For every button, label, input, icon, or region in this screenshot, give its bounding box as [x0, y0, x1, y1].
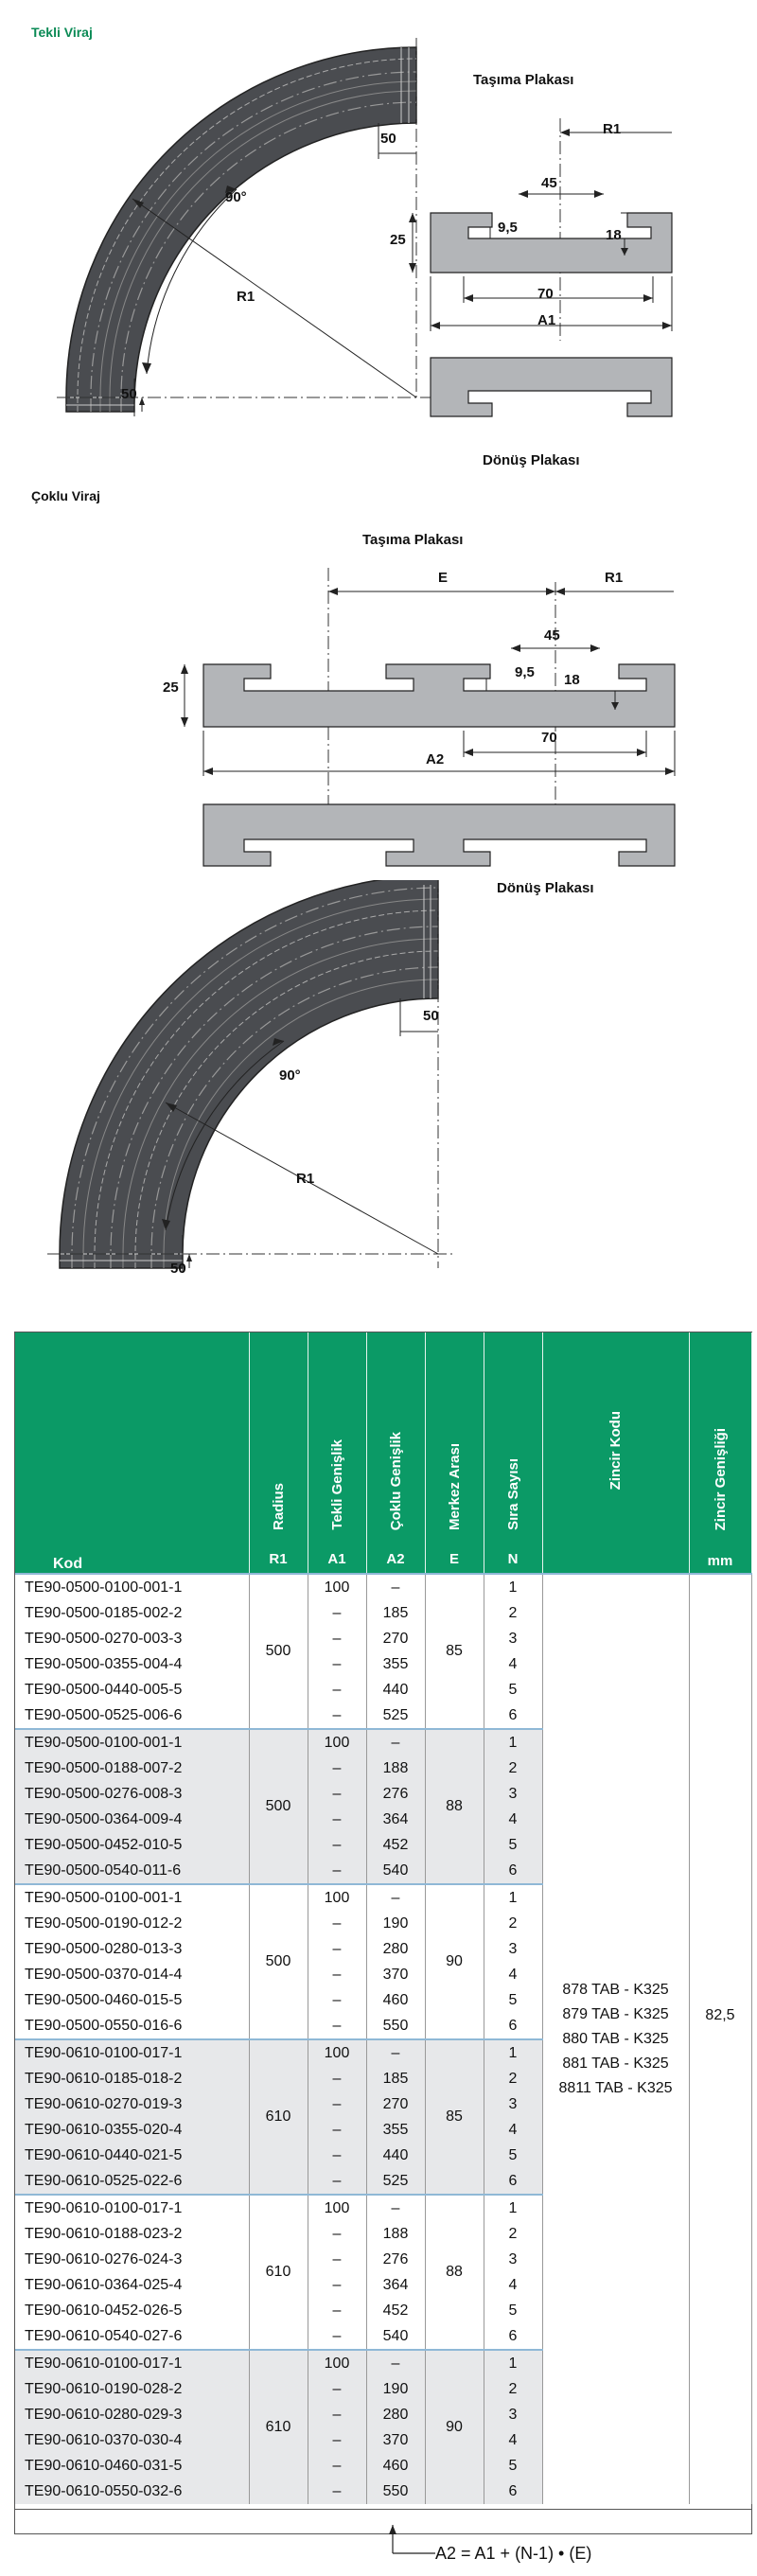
col-rows: Sıra Sayısı [484, 1332, 542, 1548]
cell-n: 5 [484, 1987, 542, 2013]
cell-a1: – [308, 1703, 366, 1729]
cell-n: 2 [484, 2066, 542, 2091]
cell-n: 4 [484, 2427, 542, 2453]
cell-n: 3 [484, 2402, 542, 2427]
cell-a2: 370 [366, 1962, 425, 1987]
col-radius: Radius [249, 1332, 308, 1548]
cell-a1: – [308, 1936, 366, 1962]
cell-a1: – [308, 2453, 366, 2479]
cell-a2: 460 [366, 2453, 425, 2479]
cell-a2: 270 [366, 1626, 425, 1651]
cell-a1: – [308, 2298, 366, 2323]
single-end-top-dim: 50 [380, 131, 396, 147]
cell-code: TE90-0500-0276-008-3 [15, 1781, 249, 1807]
cell-a1: – [308, 2117, 366, 2143]
cell-chain-width: 82,5 [689, 1574, 751, 2504]
col-single-width: Tekli Genişlik [308, 1332, 366, 1548]
cell-a2: 525 [366, 2168, 425, 2195]
cell-n: 4 [484, 1651, 542, 1677]
cell-a2: 452 [366, 1832, 425, 1858]
cell-a2: 190 [366, 1911, 425, 1936]
cell-n: 6 [484, 1858, 542, 1884]
formula-arrow-icon [383, 2525, 440, 2563]
multi-a2-label: A2 [426, 751, 445, 768]
cell-n: 6 [484, 2168, 542, 2195]
table-row [15, 1574, 751, 1600]
cell-code: TE90-0610-0540-027-6 [15, 2323, 249, 2350]
cell-code: TE90-0610-0188-023-2 [15, 2221, 249, 2247]
single-curve-title: Tekli Viraj [31, 25, 93, 40]
cell-r1: 500 [249, 1884, 308, 2039]
cell-n: 1 [484, 1729, 542, 1756]
cell-a2: 550 [366, 2013, 425, 2039]
cell-a2: – [366, 2195, 425, 2221]
cell-n: 1 [484, 2195, 542, 2221]
cell-a2: 280 [366, 2402, 425, 2427]
single-plate-70: 70 [537, 286, 554, 302]
cell-a2: 540 [366, 2323, 425, 2350]
cell-a1: – [308, 1756, 366, 1781]
cell-n: 2 [484, 2376, 542, 2402]
multi-plate-drawing [0, 558, 757, 890]
cell-code: TE90-0500-0100-001-1 [15, 1729, 249, 1756]
cell-a1: – [308, 2143, 366, 2168]
cell-n: 4 [484, 2117, 542, 2143]
cell-a2: 364 [366, 1807, 425, 1832]
cell-r1: 500 [249, 1729, 308, 1884]
cell-a2: 355 [366, 1651, 425, 1677]
cell-n: 5 [484, 1677, 542, 1703]
cell-code: TE90-0500-0550-016-6 [15, 2013, 249, 2039]
cell-a1: – [308, 2427, 366, 2453]
cell-a1: – [308, 2168, 366, 2195]
col-center: Merkez Arası [425, 1332, 484, 1548]
cell-a1: – [308, 1911, 366, 1936]
multi-curve-drawing [0, 880, 757, 1287]
multi-return-plate-label: Dönüş Plakası [497, 880, 594, 896]
cell-a2: 460 [366, 1987, 425, 2013]
chain-code-item: 881 TAB - K325 [562, 2056, 669, 2072]
cell-a2: – [366, 2039, 425, 2066]
cell-a1: – [308, 1626, 366, 1651]
abbr-r1: R1 [249, 1548, 308, 1574]
cell-n: 6 [484, 2479, 542, 2504]
cell-a2: 185 [366, 2066, 425, 2091]
cell-code: TE90-0610-0190-028-2 [15, 2376, 249, 2402]
multi-r1-label: R1 [605, 570, 624, 586]
cell-n: 3 [484, 1626, 542, 1651]
multi-radius-label: R1 [296, 1171, 315, 1187]
multi-9-5-label: 9,5 [515, 664, 535, 680]
col-chain-width: Zincir Genişliği [689, 1332, 751, 1548]
cell-code: TE90-0610-0440-021-5 [15, 2143, 249, 2168]
cell-n: 4 [484, 1962, 542, 1987]
cell-e: 85 [425, 2039, 484, 2195]
chain-code-item: 8811 TAB - K325 [558, 2080, 673, 2096]
multi-curve-title: Çoklu Viraj [31, 488, 100, 503]
cell-a2: 550 [366, 2479, 425, 2504]
cell-e: 88 [425, 2195, 484, 2350]
cell-n: 1 [484, 2039, 542, 2066]
cell-a2: – [366, 2350, 425, 2376]
cell-n: 2 [484, 1756, 542, 1781]
cell-code: TE90-0500-0540-011-6 [15, 1858, 249, 1884]
multi-end-bottom-dim: 50 [170, 1261, 186, 1277]
cell-code: TE90-0500-0185-002-2 [15, 1600, 249, 1626]
cell-a1: – [308, 2402, 366, 2427]
cell-code: TE90-0610-0370-030-4 [15, 2427, 249, 2453]
cell-n: 5 [484, 2453, 542, 2479]
cell-code: TE90-0500-0188-007-2 [15, 1756, 249, 1781]
cell-a2: 370 [366, 2427, 425, 2453]
cell-a1: – [308, 1677, 366, 1703]
cell-n: 6 [484, 2323, 542, 2350]
cell-a2: 540 [366, 1858, 425, 1884]
single-end-bottom-dim: 50 [121, 386, 137, 402]
single-angle-label: 90° [225, 189, 247, 205]
cell-n: 5 [484, 1832, 542, 1858]
cell-code: TE90-0610-0185-018-2 [15, 2066, 249, 2091]
cell-n: 4 [484, 2272, 542, 2298]
cell-code: TE90-0500-0100-001-1 [15, 1574, 249, 1600]
cell-e: 88 [425, 1729, 484, 1884]
col-multi-width: Çoklu Genişlik [366, 1332, 425, 1548]
cell-r1: 610 [249, 2350, 308, 2504]
cell-a1: 100 [308, 1884, 366, 1911]
cell-code: TE90-0610-0355-020-4 [15, 2117, 249, 2143]
cell-code: TE90-0610-0276-024-3 [15, 2247, 249, 2272]
cell-code: TE90-0610-0525-022-6 [15, 2168, 249, 2195]
cell-n: 3 [484, 2091, 542, 2117]
cell-a1: 100 [308, 2350, 366, 2376]
cell-a1: – [308, 2323, 366, 2350]
multi-carry-plate-label: Taşıma Plakası [362, 532, 464, 548]
chain-code-item: 880 TAB - K325 [562, 2031, 669, 2047]
col-kod: Kod [15, 1332, 249, 1574]
abbr-a1: A1 [308, 1548, 366, 1574]
cell-n: 3 [484, 2247, 542, 2272]
cell-r1: 610 [249, 2039, 308, 2195]
cell-n: 5 [484, 2143, 542, 2168]
cell-code: TE90-0500-0364-009-4 [15, 1807, 249, 1832]
cell-a1: – [308, 1781, 366, 1807]
chain-code-item: 878 TAB - K325 [562, 1982, 669, 1998]
cell-code: TE90-0500-0100-001-1 [15, 1884, 249, 1911]
cell-a1: – [308, 2376, 366, 2402]
cell-a1: – [308, 2066, 366, 2091]
abbr-mm: mm [689, 1548, 751, 1574]
cell-a1: 100 [308, 1574, 366, 1600]
abbr-a2: A2 [366, 1548, 425, 1574]
cell-code: TE90-0610-0100-017-1 [15, 2195, 249, 2221]
cell-code: TE90-0500-0355-004-4 [15, 1651, 249, 1677]
cell-a2: 185 [366, 1600, 425, 1626]
cell-e: 90 [425, 2350, 484, 2504]
cell-a1: 100 [308, 1729, 366, 1756]
cell-e: 85 [425, 1574, 484, 1729]
single-plate-a1: A1 [537, 312, 556, 328]
multi-18-label: 18 [564, 672, 580, 688]
single-curve-arc [66, 47, 416, 412]
cell-n: 1 [484, 1574, 542, 1600]
formula-text: A2 = A1 + (N-1) • (E) [435, 2544, 592, 2563]
cell-a2: 188 [366, 2221, 425, 2247]
cell-n: 5 [484, 2298, 542, 2323]
cell-a2: 440 [366, 1677, 425, 1703]
single-plate-9-5: 9,5 [498, 220, 518, 236]
cell-n: 2 [484, 1911, 542, 1936]
abbr-e: E [425, 1548, 484, 1574]
cell-a2: – [366, 1729, 425, 1756]
table-body [15, 1574, 751, 2504]
cell-n: 6 [484, 1703, 542, 1729]
cell-code: TE90-0610-0452-026-5 [15, 2298, 249, 2323]
cell-a2: 190 [366, 2376, 425, 2402]
single-carry-plate-label: Taşıma Plakası [473, 72, 574, 88]
cell-a1: – [308, 2221, 366, 2247]
cell-code: TE90-0500-0270-003-3 [15, 1626, 249, 1651]
cell-n: 6 [484, 2013, 542, 2039]
cell-code: TE90-0500-0525-006-6 [15, 1703, 249, 1729]
cell-code: TE90-0610-0364-025-4 [15, 2272, 249, 2298]
cell-a2: 188 [366, 1756, 425, 1781]
single-radius-label: R1 [237, 289, 255, 305]
cell-code: TE90-0610-0550-032-6 [15, 2479, 249, 2504]
single-return-plate-label: Dönüş Plakası [483, 452, 580, 468]
cell-a1: – [308, 1832, 366, 1858]
cell-a2: 355 [366, 2117, 425, 2143]
cell-a2: 364 [366, 2272, 425, 2298]
cell-a2: – [366, 1884, 425, 1911]
cell-a1: – [308, 2247, 366, 2272]
cell-a1: – [308, 1987, 366, 2013]
cell-code: TE90-0500-0190-012-2 [15, 1911, 249, 1936]
cell-code: TE90-0500-0280-013-3 [15, 1936, 249, 1962]
single-plate-18: 18 [606, 227, 622, 243]
multi-25-label: 25 [163, 679, 179, 696]
multi-e-label: E [438, 570, 449, 586]
multi-angle-label: 90° [279, 1067, 301, 1084]
cell-a2: 276 [366, 2247, 425, 2272]
single-plate-45: 45 [541, 175, 557, 191]
cell-a1: – [308, 1651, 366, 1677]
cell-a1: – [308, 2272, 366, 2298]
single-plate-r1: R1 [603, 121, 622, 137]
cell-a2: 440 [366, 2143, 425, 2168]
cell-code: TE90-0610-0270-019-3 [15, 2091, 249, 2117]
cell-code: TE90-0610-0100-017-1 [15, 2039, 249, 2066]
cell-a1: – [308, 1600, 366, 1626]
cell-code: TE90-0500-0440-005-5 [15, 1677, 249, 1703]
abbr-n: N [484, 1548, 542, 1574]
col-chain-code: Zincir Kodu [542, 1332, 689, 1574]
cell-a1: – [308, 2091, 366, 2117]
cell-chain-codes [542, 1574, 689, 2504]
cell-a1: – [308, 1962, 366, 1987]
multi-end-top-dim: 50 [423, 1008, 439, 1024]
cell-n: 4 [484, 1807, 542, 1832]
cell-n: 3 [484, 1781, 542, 1807]
cell-a2: 280 [366, 1936, 425, 1962]
cell-n: 3 [484, 1936, 542, 1962]
chain-code-item: 879 TAB - K325 [562, 2006, 669, 2022]
cell-a1: 100 [308, 2039, 366, 2066]
cell-n: 1 [484, 1884, 542, 1911]
cell-code: TE90-0500-0370-014-4 [15, 1962, 249, 1987]
cell-a1: – [308, 2013, 366, 2039]
cell-n: 2 [484, 2221, 542, 2247]
single-plate-25: 25 [390, 232, 406, 248]
cell-a2: 270 [366, 2091, 425, 2117]
cell-r1: 610 [249, 2195, 308, 2350]
cell-code: TE90-0610-0280-029-3 [15, 2402, 249, 2427]
cell-a2: 276 [366, 1781, 425, 1807]
cell-a2: – [366, 1574, 425, 1600]
cell-e: 90 [425, 1884, 484, 2039]
cell-a2: 525 [366, 1703, 425, 1729]
cell-r1: 500 [249, 1574, 308, 1729]
cell-a2: 452 [366, 2298, 425, 2323]
cell-code: TE90-0610-0100-017-1 [15, 2350, 249, 2376]
cell-n: 2 [484, 1600, 542, 1626]
cell-a1: – [308, 1807, 366, 1832]
product-table [14, 1332, 752, 2510]
cell-a1: 100 [308, 2195, 366, 2221]
cell-a1: – [308, 2479, 366, 2504]
multi-curve-arc [60, 880, 438, 1268]
cell-code: TE90-0610-0460-031-5 [15, 2453, 249, 2479]
cell-code: TE90-0500-0460-015-5 [15, 1987, 249, 2013]
multi-70-label: 70 [541, 730, 557, 746]
cell-code: TE90-0500-0452-010-5 [15, 1832, 249, 1858]
cell-n: 1 [484, 2350, 542, 2376]
multi-45-label: 45 [544, 627, 560, 644]
cell-a1: – [308, 1858, 366, 1884]
